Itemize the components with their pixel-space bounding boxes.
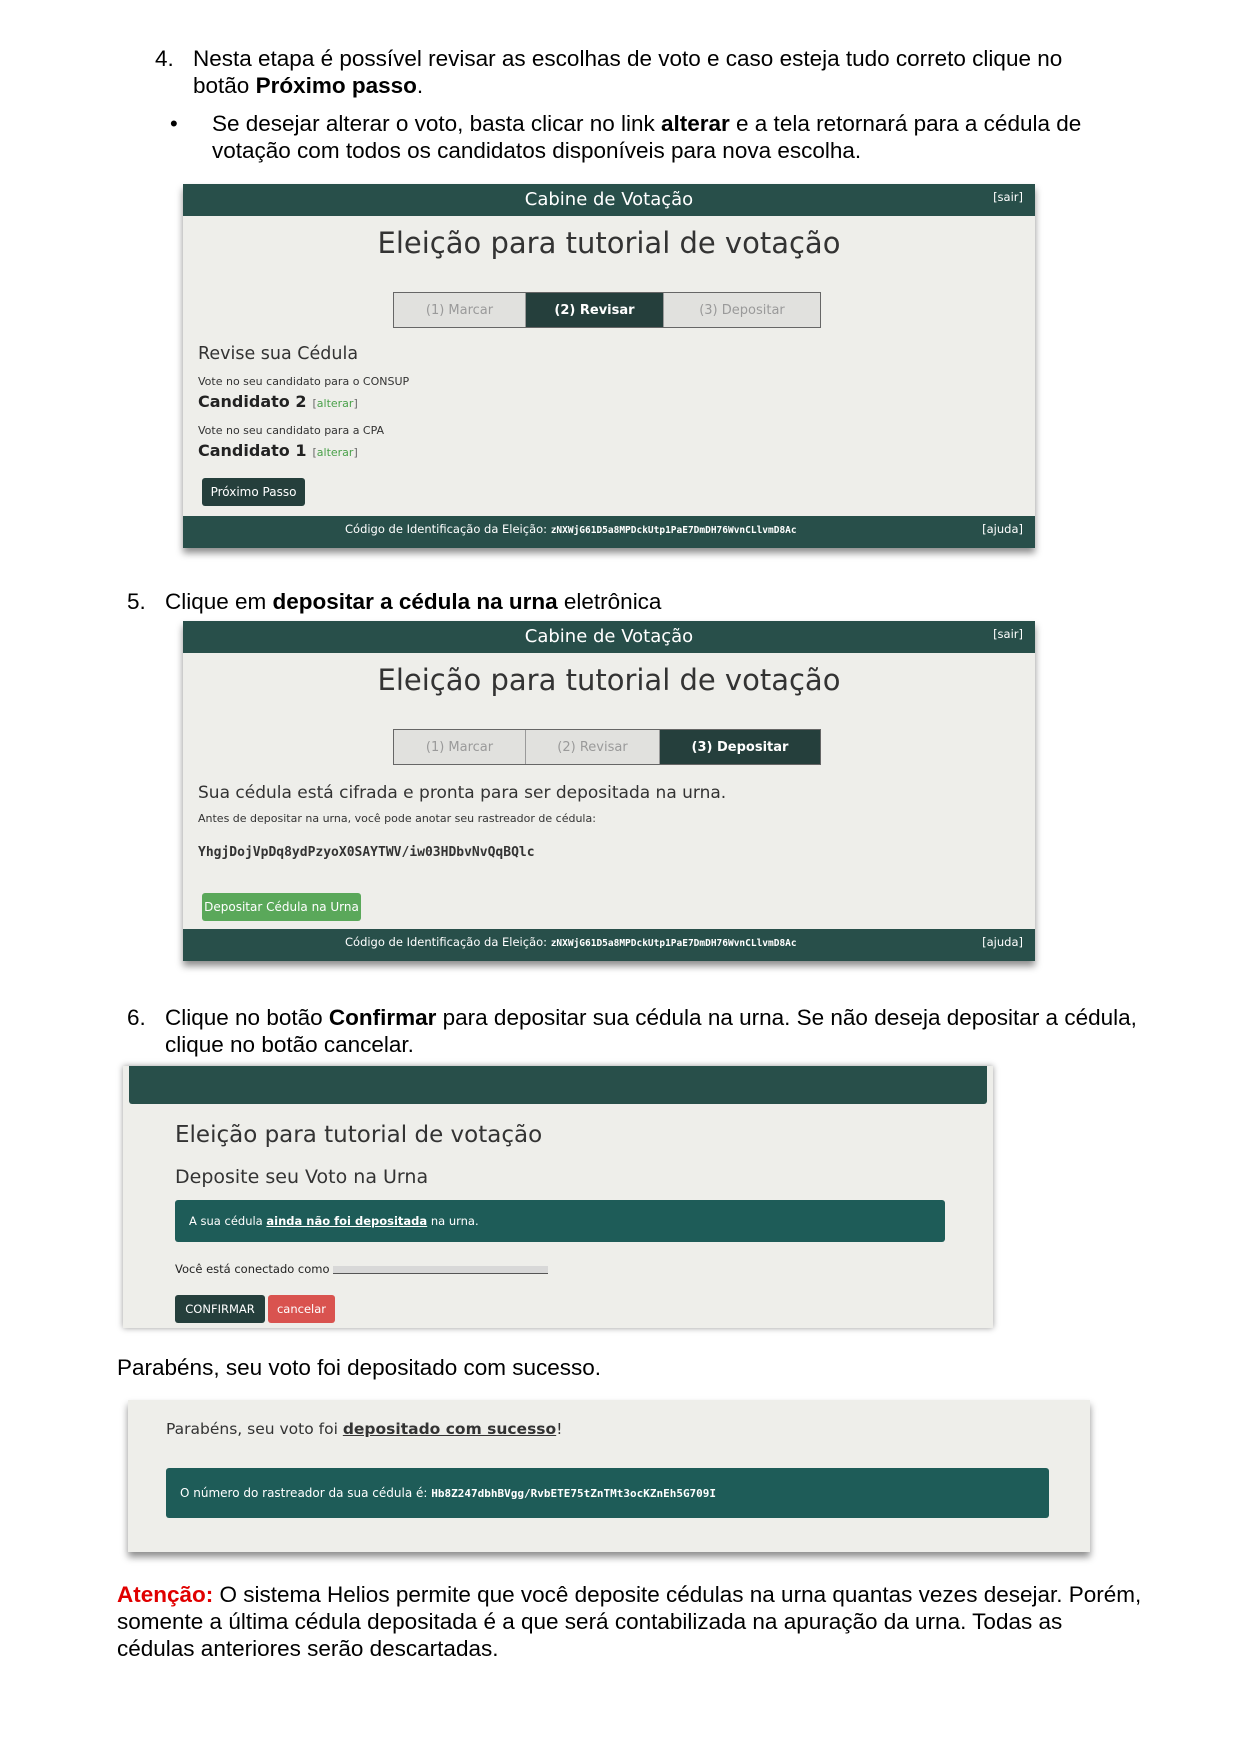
step-mark: (1) Marcar — [394, 730, 526, 764]
tracker-note: Antes de depositar na urna, você pode anotar seu rastreador de cédula: — [198, 812, 596, 825]
bullet-dot-icon: • — [170, 111, 178, 136]
step4-line1: Nesta etapa é possível revisar as escolhas de voto e caso esteja tudo correto clique no — [193, 46, 1063, 71]
step4-number: 4. — [155, 46, 174, 71]
exit-link[interactable]: [sair] — [993, 190, 1023, 204]
confirm-button[interactable]: CONFIRMAR — [175, 1295, 265, 1323]
attention-line3: cédulas anteriores serão descartadas. — [117, 1636, 499, 1661]
redacted-username — [333, 1266, 548, 1274]
race1-label: Vote no seu candidato para o CONSUP — [198, 375, 410, 388]
success-message: Parabéns, seu voto foi depositado com sucesso! — [166, 1420, 563, 1438]
attention-label: Atenção: — [117, 1582, 214, 1607]
booth-footer — [183, 929, 1035, 961]
attention-paragraph — [117, 1581, 1217, 1662]
step4-line2: botão Próximo passo. — [193, 73, 424, 98]
progress-steps — [393, 729, 821, 765]
help-link[interactable]: [ajuda] — [982, 935, 1023, 949]
bullet-line2: votação com todos os candidatos disponíveis para nova escolha. — [212, 138, 862, 163]
step5-paragraph — [127, 588, 1087, 615]
booth-header — [183, 184, 1035, 216]
booth-footer — [183, 516, 1035, 548]
race1-choice: Candidato 2 [alterar] — [198, 392, 358, 411]
next-step-button[interactable]: Próximo Passo — [202, 478, 305, 506]
congrats-paragraph: Parabéns, seu voto foi depositado com sucesso. — [117, 1355, 602, 1380]
cancel-button[interactable]: cancelar — [268, 1295, 335, 1323]
step-deposit: (3) Depositar — [664, 293, 820, 327]
step6-paragraph — [127, 1004, 1207, 1057]
attention-line1: Atenção: O sistema Helios permite que você deposite cédulas na urna quantas vezes desejar. Porém, — [117, 1582, 1142, 1607]
step-deposit: (3) Depositar — [660, 730, 820, 764]
election-title: Eleição para tutorial de votação — [175, 1122, 543, 1148]
deposit-vote-heading: Deposite seu Voto na Urna — [175, 1166, 429, 1188]
step6-number: 6. — [127, 1005, 146, 1030]
confirm-top-bar — [129, 1066, 987, 1104]
deposit-ballot-button[interactable]: Depositar Cédula na Urna — [202, 893, 361, 921]
booth-header-title: Cabine de Votação — [524, 626, 694, 647]
step-review: (2) Revisar — [526, 293, 664, 327]
election-id: Código de Identificação da Eleição: zNXWjG61D5a8MPDckUtp1PaE7DmDH76WvnCLlvmD8Ac — [345, 522, 797, 536]
step6-line2: clique no botão cancelar. — [165, 1032, 414, 1057]
confirm-screenshot — [123, 1066, 993, 1328]
step5-text: Clique em depositar a cédula na urna eletrônica — [165, 589, 662, 614]
attention-line2: somente a última cédula depositada é a que será contabilizada na apuração da urna. Todas as — [117, 1609, 1063, 1634]
change-link-race1[interactable]: [alterar] — [312, 397, 358, 410]
election-title: Eleição para tutorial de votação — [377, 226, 841, 260]
booth-header — [183, 621, 1035, 653]
step-review: (2) Revisar — [526, 730, 660, 764]
review-heading: Revise sua Cédula — [198, 344, 359, 364]
election-id: Código de Identificação da Eleição: zNXWjG61D5a8MPDckUtp1PaE7DmDH76WvnCLlvmD8Ac — [345, 935, 797, 949]
deposit-message: Sua cédula está cifrada e pronta para ser depositada na urna. — [198, 783, 727, 803]
step6-line1: Clique no botão Confirmar para depositar sua cédula na urna. Se não deseja depositar a cédula, — [165, 1005, 1137, 1030]
progress-steps — [393, 292, 821, 328]
review-screenshot — [183, 184, 1035, 548]
exit-link[interactable]: [sair] — [993, 627, 1023, 641]
not-deposited-alert: A sua cédula ainda não foi depositada na urna. — [175, 1200, 945, 1242]
race2-choice: Candidato 1 [alterar] — [198, 441, 358, 460]
help-link[interactable]: [ajuda] — [982, 522, 1023, 536]
deposit-screenshot — [183, 621, 1035, 961]
race2-label: Vote no seu candidato para a CPA — [198, 424, 385, 437]
step5-number: 5. — [127, 589, 146, 614]
success-screenshot — [128, 1400, 1090, 1552]
change-link-race2[interactable]: [alterar] — [312, 446, 358, 459]
booth-header-title: Cabine de Votação — [524, 189, 694, 210]
connected-as: Você está conectado como — [175, 1262, 548, 1276]
ballot-tracker: YhgjDojVpDq8ydPzyoX0SAYTWV/iw03HDbvNvQqBQlc — [198, 845, 535, 860]
bullet-line1: Se desejar alterar o voto, basta clicar no link alterar e a tela retornará para a cédula de — [212, 111, 1082, 136]
tracker-alert: O número do rastreador da sua cédula é: Hb8Z247dbhBVgg/RvbETE75tZnTMt3ocKZnEh5G709I — [166, 1468, 1049, 1518]
election-title: Eleição para tutorial de votação — [377, 663, 841, 697]
step-mark: (1) Marcar — [394, 293, 526, 327]
